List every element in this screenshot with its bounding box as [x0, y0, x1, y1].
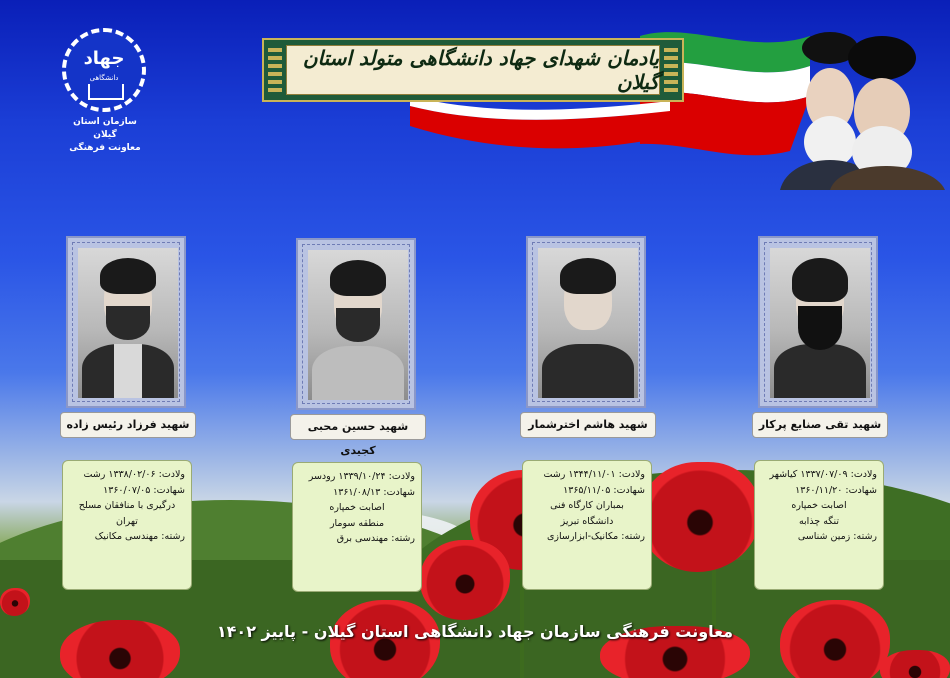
place-line: دانشگاه تبریز	[560, 515, 614, 527]
photo-frame	[526, 236, 646, 408]
cause-line: درگیری با منافقان مسلح	[78, 500, 176, 511]
birth-line: ولادت: ۱۳۳۹/۱۰/۲۴ رودسر	[308, 471, 415, 482]
photo-frame	[758, 236, 878, 408]
photo-hair	[330, 260, 386, 296]
photo-hair	[792, 258, 848, 302]
place-line: تنگه چذابه	[798, 515, 840, 527]
field-line: رشته: مهندسی برق	[336, 533, 415, 544]
photo-hair	[100, 258, 156, 294]
birth-line: ولادت: ۱۳۴۴/۱۱/۰۱ رشت	[543, 469, 645, 480]
martyr-photo	[78, 248, 178, 398]
org-line-1: سازمان استان گیلان	[73, 117, 137, 140]
footer-caption: معاونت فرهنگی سازمان جهاد دانشگاهی استان گیلان - پاییز ۱۴۰۲	[216, 622, 734, 641]
martyr-photo	[538, 248, 638, 398]
photo-shirt	[114, 344, 142, 398]
martyr-name: شهید حسین محبی کجیدی	[290, 414, 426, 440]
photo-body	[774, 344, 866, 398]
place-line: تهران	[116, 515, 138, 527]
field-line: رشته: مهندسی مکانیک	[94, 531, 185, 542]
photo-frame	[296, 238, 416, 410]
page-title: یادمان شهدای جهاد دانشگاهی متولد استان گیلان	[302, 46, 659, 94]
logo-text: جهاد	[83, 48, 125, 69]
martyrdom-line: شهادت: ۱۳۶۵/۱۱/۰۵	[563, 484, 645, 496]
martyr-name: شهید هاشم اخترشمار	[520, 412, 656, 438]
org-label	[60, 116, 150, 155]
org-line-2: معاونت فرهنگی	[69, 143, 141, 153]
martyrdom-line: شهادت: ۱۳۶۱/۰۸/۱۳	[333, 486, 415, 498]
photo-beard	[798, 306, 842, 350]
cause-line: اصابت خمپاره	[791, 500, 847, 511]
martyr-photo	[770, 248, 870, 398]
leaders-portrait	[770, 30, 950, 190]
martyr-info	[522, 460, 652, 590]
martyr-info	[62, 460, 192, 590]
birth-line: ولادت: ۱۳۳۸/۰۲/۰۶ رشت	[83, 469, 185, 480]
photo-hair	[560, 258, 616, 294]
cause-line: بمباران کارگاه فنی	[550, 500, 624, 511]
birth-line: ولادت: ۱۳۳۷/۰۷/۰۹ کیاشهر	[769, 469, 877, 480]
martyr-photo	[308, 250, 408, 400]
photo-beard	[106, 306, 150, 340]
cause-line: اصابت خمپاره	[329, 502, 385, 513]
martyrdom-line: شهادت: ۱۳۶۰/۰۷/۰۵	[103, 484, 185, 496]
martyrdom-line: شهادت: ۱۳۶۰/۱۱/۲۰	[795, 484, 877, 496]
martyr-info	[292, 462, 422, 592]
photo-frame	[66, 236, 186, 408]
photo-body	[542, 344, 634, 398]
poppy-flower	[780, 600, 890, 678]
logo-subtext: دانشگاهی	[89, 74, 119, 82]
logo-emblem	[88, 84, 124, 100]
field-line: رشته: زمین شناسی	[797, 531, 877, 542]
jahad-logo	[62, 28, 146, 112]
place-line: منطقه سومار	[329, 517, 385, 529]
banner-ornament	[268, 48, 282, 92]
photo-beard	[336, 308, 380, 342]
poppy-flower	[60, 620, 180, 678]
banner-ornament	[664, 48, 678, 92]
photo-body	[312, 346, 404, 400]
poppy-flower	[880, 650, 950, 678]
flag-tail	[410, 96, 670, 166]
title-banner	[262, 38, 684, 102]
martyr-name: شهید تقی صنایع پرکار	[752, 412, 888, 438]
title-plate	[286, 45, 660, 95]
martyr-name: شهید فرزاد رئیس زاده	[60, 412, 196, 438]
martyr-info	[754, 460, 884, 590]
field-line: رشته: مکانیک-ابزارسازی	[546, 531, 645, 542]
